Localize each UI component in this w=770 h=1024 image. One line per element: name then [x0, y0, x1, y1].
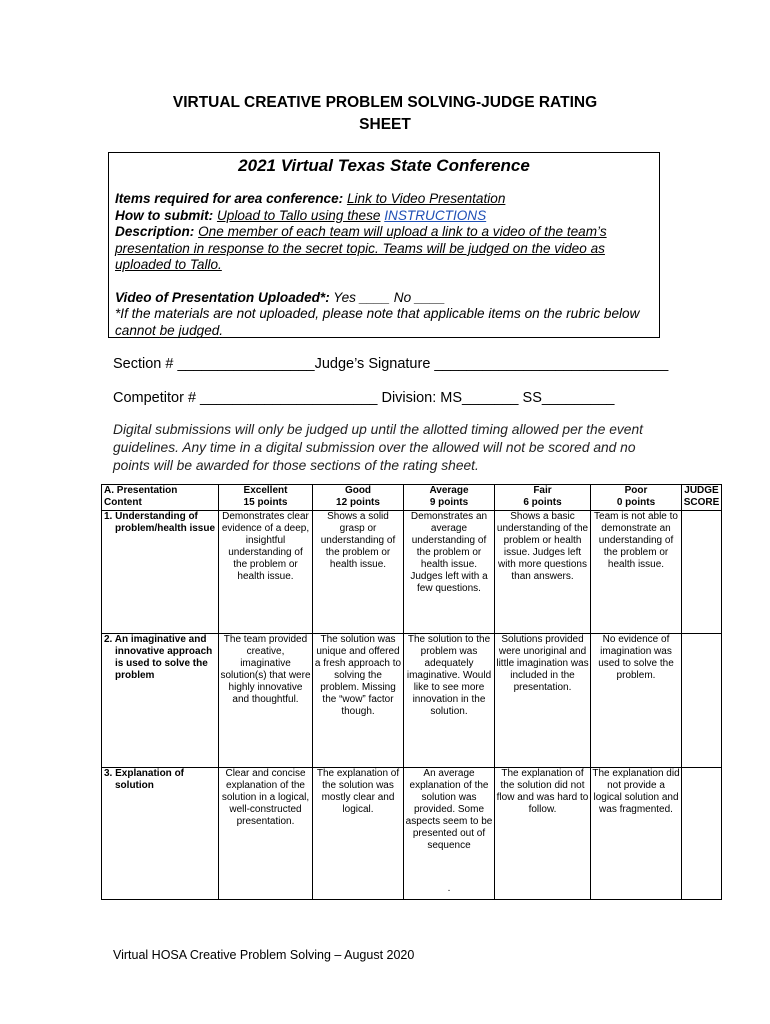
rubric-row-understanding — [102, 511, 722, 634]
rubric-cell: Solutions provided were unoriginal and little imagination was included in the presentation. — [495, 634, 591, 768]
note-line-3: points will be awarded for those sections of the rating sheet. — [113, 458, 479, 473]
rubric-cell: The explanation did not provide a logical solution and was fragmented. — [591, 768, 682, 900]
criterion-understanding: 1. Understanding of problem/health issue — [102, 511, 219, 634]
video-presentation-link[interactable]: Link to Video Presentation — [346, 191, 506, 206]
rubric-cell: The explanation of the solution was mostly clear and logical. — [313, 768, 404, 900]
video-uploaded-options[interactable]: Yes ____ No ____ — [333, 289, 446, 305]
rubric-cell: Demonstrates an average understanding of the problem or health issue. Judges left with a few questions. — [404, 511, 495, 634]
rubric-header-row — [102, 485, 722, 511]
rubric-cell: The team provided creative, imaginative solution(s) that were highly innovative and thoughtful. — [219, 634, 313, 768]
judge-score-header: JUDGE SCORE — [682, 485, 722, 511]
level-poor-header: Poor 0 points — [591, 485, 682, 511]
footnote-line-1: *If the materials are not uploaded, please note that applicable items on the rubric below — [115, 306, 640, 321]
page-footer: Virtual HOSA Creative Problem Solving – August 2020 — [113, 948, 415, 962]
rubric-cell: Team is not able to demonstrate an understanding of the problem or health issue. — [591, 511, 682, 634]
rubric-row-imaginative — [102, 634, 722, 768]
criterion-explanation: 3. Explanation of solution — [102, 768, 219, 900]
conference-info-box — [108, 152, 660, 338]
conference-heading: 2021 Virtual Texas State Conference — [238, 156, 530, 175]
description-label: Description: — [115, 224, 195, 239]
level-excellent-header: Excellent 15 points — [219, 485, 313, 511]
description-line-3: uploaded to Tallo. — [115, 257, 222, 272]
judge-score-cell-1[interactable] — [682, 511, 722, 634]
description-line-2: presentation in response to the secret topic. Teams will be judged on the video as — [115, 240, 605, 256]
note-line-1: Digital submissions will only be judged up until the allotted timing allowed per the event — [113, 422, 643, 437]
criterion-imaginative: 2. An imaginative and innovative approach is used to solve the problem — [102, 634, 219, 768]
footnote-line-2: cannot be judged. — [115, 322, 224, 338]
judge-score-cell-2[interactable] — [682, 634, 722, 768]
description-line-1 — [115, 224, 653, 241]
level-fair-header: Fair 6 points — [495, 485, 591, 511]
items-label: Items required for area conference: — [115, 191, 344, 206]
title-line-2: SHEET — [359, 116, 411, 133]
digital-submission-note — [113, 421, 673, 475]
rubric-row-explanation — [102, 768, 722, 900]
level-good-header: Good 12 points — [313, 485, 404, 511]
stray-mark: . — [447, 883, 451, 894]
rubric-cell: Shows a basic understanding of the problem or health issue. Judges left with more questions than answers. — [495, 511, 591, 634]
section-signature-field[interactable]: Section # _________________Judge’s Signature _____________________________ — [113, 356, 669, 372]
rubric-cell: Demonstrates clear evidence of a deep, insightful understanding of the problem or health issue. — [219, 511, 313, 634]
video-uploaded-line — [115, 290, 653, 307]
rubric-cell: Clear and concise explanation of the solution in a logical, well-constructed presentation. — [219, 768, 313, 900]
page-title — [100, 92, 670, 136]
submit-label: How to submit: — [115, 207, 214, 223]
level-average-header: Average 9 points — [404, 485, 495, 511]
rating-rubric-table — [101, 484, 722, 900]
judge-score-cell-3[interactable] — [682, 768, 722, 900]
submit-text: Upload to Tallo using these — [216, 207, 381, 223]
note-line-2: guidelines. Any time in a digital submission over the allowed will not be scored and no — [113, 440, 636, 455]
rubric-cell: An average explanation of the solution was provided. Some aspects seem to be presented out of sequence . — [404, 768, 495, 900]
title-line-1: VIRTUAL CREATIVE PROBLEM SOLVING-JUDGE RATING — [172, 94, 598, 111]
instructions-link[interactable]: INSTRUCTIONS — [384, 207, 487, 223]
criterion-header: A. Presentation Content — [102, 485, 219, 511]
rubric-cell: Shows a solid grasp or understanding of the problem or health issue. — [313, 511, 404, 634]
rubric-cell: The solution to the problem was adequately imaginative. Would like to see more innovation in the solution. — [404, 634, 495, 768]
rubric-cell: The solution was unique and offered a fresh approach to solving the problem. Missing the “wow” factor though. — [313, 634, 404, 768]
competitor-division-field[interactable]: Competitor # ______________________ Division: MS_______ SS_________ — [113, 390, 615, 406]
items-required-line — [115, 191, 653, 208]
rubric-cell: The explanation of the solution did not flow and was hard to follow. — [495, 768, 591, 900]
rubric-cell: No evidence of imagination was used to solve the problem. — [591, 634, 682, 768]
video-uploaded-label: Video of Presentation Uploaded*: — [115, 289, 330, 305]
description-text-1: One member of each team will upload a link to a video of the team’s — [198, 224, 607, 239]
how-to-submit-line — [115, 208, 653, 225]
